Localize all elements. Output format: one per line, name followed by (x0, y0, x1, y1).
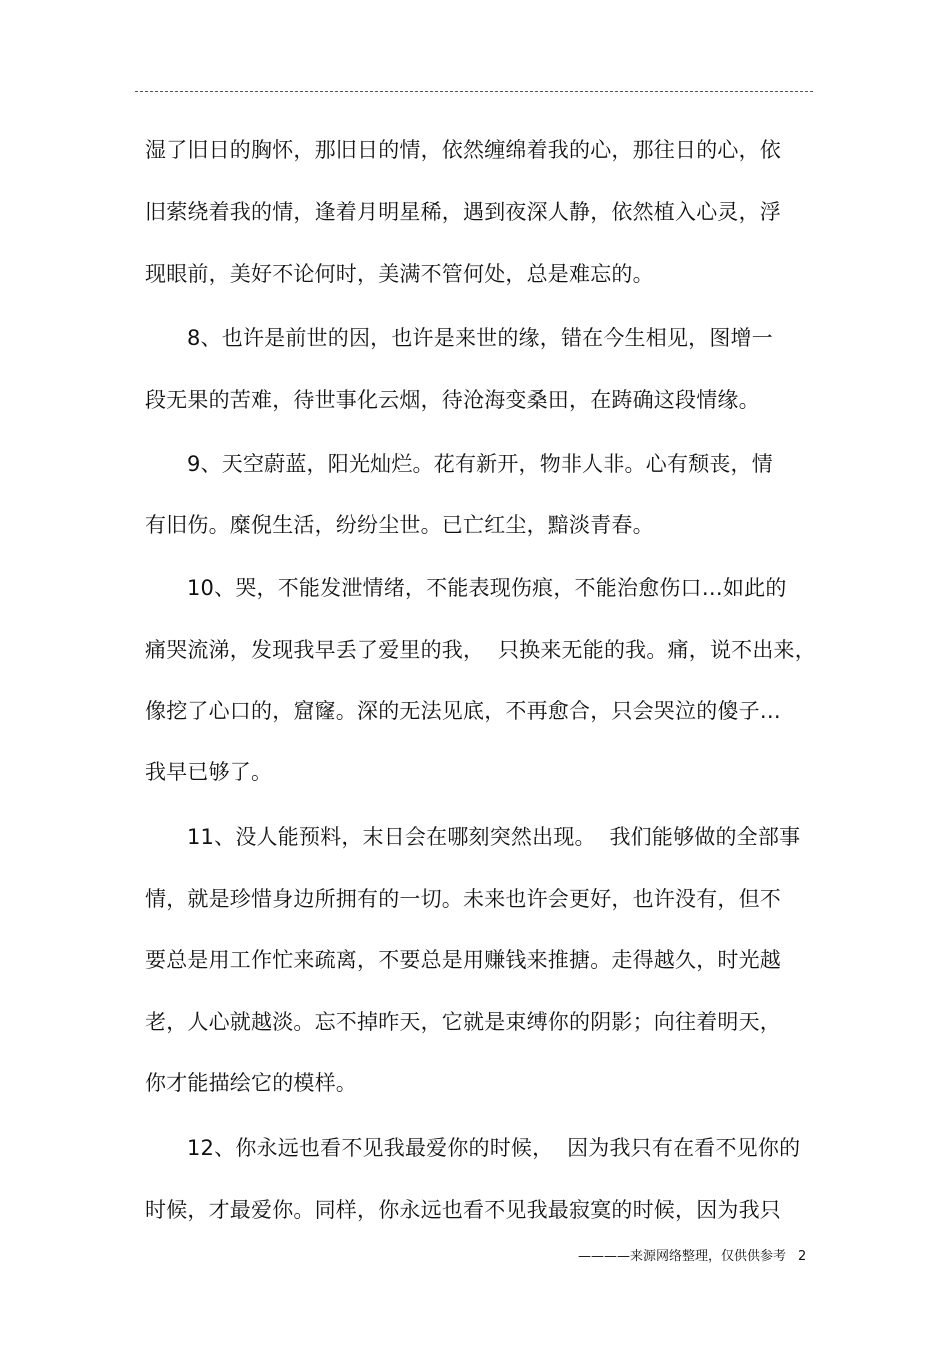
text-line: 情，就是珍惜身边所拥有的一切。未来也许会更好，也许没有，但不 (145, 887, 781, 911)
text-line: 像挖了心口的，窟窿。深的无法见底，不再愈合，只会哭泣的傻子… (145, 699, 781, 723)
text-line: 8、也许是前世的因，也许是来世的缘，错在今生相见，图增一 (187, 326, 773, 350)
text-line: 老，人心就越淡。忘不掉昨天，它就是束缚你的阴影；向往着明天， (145, 1010, 781, 1034)
text-line: 痛哭流涕，发现我早丢了爱里的我， 只换来无能的我。痛，说不出来， (145, 638, 816, 662)
text-line: 10、哭，不能发泄情绪，不能表现伤痕，不能治愈伤口…如此的 (187, 576, 787, 600)
footer-source-note: ————来源网络整理，仅供供参考 (578, 1249, 787, 1264)
text-line: 段无果的苦难，待世事化云烟，待沧海变桑田，在踌确这段情缘。 (145, 388, 760, 412)
text-line: 有旧伤。糜倪生活，纷纷尘世。已亡红尘，黯淡青春。 (145, 513, 654, 537)
text-line: 你才能描绘它的模样。 (145, 1071, 357, 1095)
page-number: 2 (798, 1249, 807, 1264)
text-line: 我早已够了。 (145, 760, 273, 784)
text-line: 11、没人能预料，末日会在哪刻突然出现。 我们能够做的全部事 (187, 825, 801, 849)
text-line: 湿了旧日的胸怀，那旧日的情，依然缠绵着我的心，那往日的心，依 (145, 138, 781, 162)
text-line: 旧萦绕着我的情，逢着月明星稀，遇到夜深人静，依然植入心灵，浮 (145, 200, 781, 224)
text-line: 要总是用工作忙来疏离，不要总是用赚钱来推搪。走得越久，时光越 (145, 948, 781, 972)
text-line: 现眼前，美好不论何时，美满不管何处，总是难忘的。 (145, 262, 654, 286)
text-line: 9、天空蔚蓝，阳光灿烂。花有新开，物非人非。心有颓丧，情 (187, 452, 773, 476)
text-line: 12、你永远也看不见我最爱你的时候， 因为我只有在看不见你的 (187, 1136, 801, 1160)
text-line: 时候，才最爱你。同样，你永远也看不见我最寂寞的时候，因为我只 (145, 1198, 781, 1222)
